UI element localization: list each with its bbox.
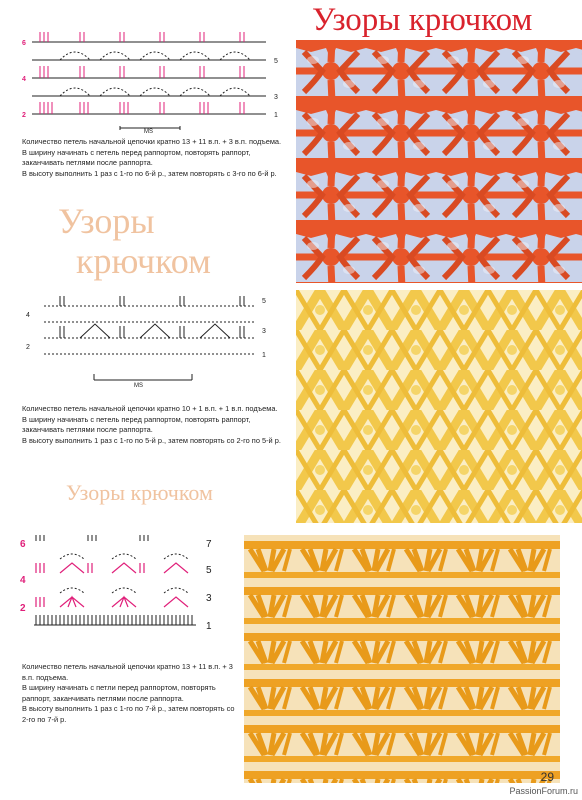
decorative-title-medium: Узоры крючком — [66, 480, 213, 505]
diagram-3-row-4: 4 — [20, 575, 26, 586]
crochet-diagram-3 — [20, 533, 244, 638]
diagram-2-row-4: 4 — [26, 312, 30, 319]
swatch-photo-orange — [296, 40, 582, 283]
diagram-3-row-6: 6 — [20, 539, 26, 550]
diagram-2-row-5: 5 — [262, 298, 266, 305]
description-line: В ширину начинать с петли перед раппортом, повторять раппорт, заканчивать петлями после раппорта. — [22, 683, 216, 703]
diagram-3-row-2: 2 — [20, 603, 26, 614]
decorative-title-line2: крючком — [76, 241, 211, 281]
swatch-photo-yellow — [296, 290, 582, 523]
pattern-1-description — [22, 137, 288, 179]
diagram-1-row-2: 2 — [22, 112, 26, 119]
orange-lace-image — [296, 40, 582, 283]
diagram-2-row-2: 2 — [26, 344, 30, 351]
pattern-3-description — [22, 662, 238, 725]
description-line: Количество петель начальной цепочки кратно 13 + 11 в.п. + 3 в.п. подъема. — [22, 662, 233, 682]
diagram-2-row-1: 1 — [262, 352, 266, 359]
diagram-1-symbols — [20, 30, 290, 135]
gold-lace-image — [244, 535, 560, 783]
crochet-diagram-2 — [20, 290, 290, 390]
diagram-1-row-4: 4 — [22, 76, 26, 83]
description-line: Количество петель начальной цепочки кратно 10 + 1 в.п. + 1 в.п. подъема. — [22, 404, 278, 413]
diagram-2-row-3: 3 — [262, 328, 266, 335]
diagram-2-symbols — [20, 290, 290, 390]
description-line: В высоту выполнить 1 раз с 1-го по 5-й р., затем повторять со 2-го по 5-й р. — [22, 435, 281, 445]
watermark: PassionForum.ru — [509, 786, 578, 796]
diagram-1-row-5: 5 — [274, 58, 278, 65]
diagram-3-row-7: 7 — [206, 539, 212, 550]
description-line: В ширину начинать с петель перед раппортом, повторять раппорт, заканчивать петлями после раппорта. — [22, 414, 251, 434]
diagram-1-row-6: 6 — [22, 40, 26, 47]
yellow-lace-image — [296, 290, 582, 523]
page-number: 29 — [540, 770, 554, 784]
description-line: В высоту выполнить 1 раз с 1-го по 7-й р., затем повторять со 2-го по 7-й р. — [22, 704, 235, 724]
diagram-3-row-1: 1 — [206, 621, 212, 632]
pattern-2-description — [22, 404, 288, 446]
diagram-1-ms-label: MS — [144, 129, 153, 135]
diagram-3-row-3: 3 — [206, 593, 212, 604]
swatch-photo-gold — [244, 535, 560, 783]
description-line: Количество петель начальной цепочки кратно 13 + 11 в.п. + 3 в.п. подъема. — [22, 137, 282, 146]
diagram-1-row-3: 3 — [274, 94, 278, 101]
page-title: Узоры крючком — [312, 2, 533, 38]
description-line: В ширину начинать с петель перед раппортом, повторять раппорт, заканчивать петлями после раппорта. — [22, 147, 251, 167]
diagram-3-row-5: 5 — [206, 565, 212, 576]
decorative-title-line1: Узоры — [58, 201, 155, 241]
diagram-2-ms-label: MS — [134, 383, 143, 389]
crochet-diagram-1 — [20, 30, 290, 135]
description-line: В высоту выполнить 1 раз с 1-го по 6-й р., затем повторять с 3-го по 6-й р. — [22, 168, 277, 178]
diagram-1-row-1: 1 — [274, 112, 278, 119]
diagram-3-symbols — [20, 533, 244, 638]
